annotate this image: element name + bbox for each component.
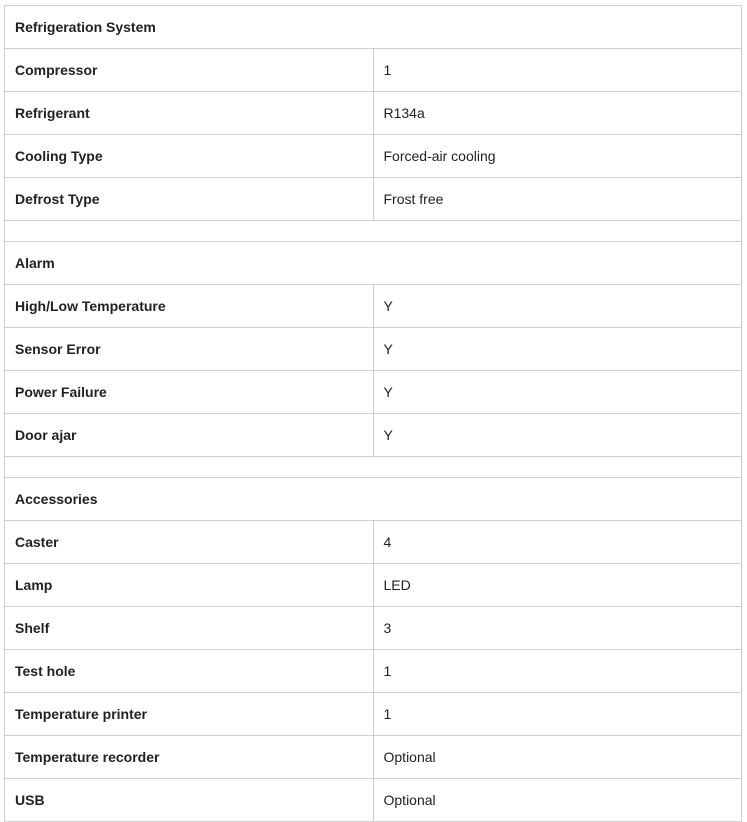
row-value: Optional [373,736,742,779]
row-value: 1 [373,693,742,736]
row-value: 4 [373,521,742,564]
section-header-refrigeration [5,6,742,49]
row-value: Y [373,371,742,414]
table-row [5,779,742,822]
row-value: Y [373,285,742,328]
row-label: Test hole [5,650,374,693]
table-row [5,92,742,135]
section-header-alarm [5,242,742,285]
row-label: High/Low Temperature [5,285,374,328]
row-label: Door ajar [5,414,374,457]
row-value: Y [373,414,742,457]
table-row [5,328,742,371]
table-row [5,414,742,457]
row-label: Cooling Type [5,135,374,178]
row-value: Optional [373,779,742,822]
row-value: Y [373,328,742,371]
row-value: R134a [373,92,742,135]
section-header-accessories [5,478,742,521]
row-label: Defrost Type [5,178,374,221]
row-label: Sensor Error [5,328,374,371]
row-label: Power Failure [5,371,374,414]
row-label: Compressor [5,49,374,92]
spacer-cell [5,221,742,242]
spacer-row [5,457,742,478]
row-label: Temperature printer [5,693,374,736]
row-label: USB [5,779,374,822]
table-row [5,285,742,328]
row-label: Lamp [5,564,374,607]
section-title: Refrigeration System [5,6,742,49]
row-label: Caster [5,521,374,564]
table-row [5,650,742,693]
section-title: Alarm [5,242,742,285]
row-value: 3 [373,607,742,650]
table-row [5,693,742,736]
table-row [5,49,742,92]
table-row [5,564,742,607]
table-row [5,178,742,221]
row-value: Frost free [373,178,742,221]
row-value: 1 [373,650,742,693]
row-label: Shelf [5,607,374,650]
table-row [5,371,742,414]
spec-table [4,5,742,822]
spacer-row [5,221,742,242]
row-label: Refrigerant [5,92,374,135]
row-value: LED [373,564,742,607]
row-value: Forced-air cooling [373,135,742,178]
table-row [5,135,742,178]
row-value: 1 [373,49,742,92]
table-row [5,736,742,779]
row-label: Temperature recorder [5,736,374,779]
table-row [5,607,742,650]
spacer-cell [5,457,742,478]
table-row [5,521,742,564]
section-title: Accessories [5,478,742,521]
